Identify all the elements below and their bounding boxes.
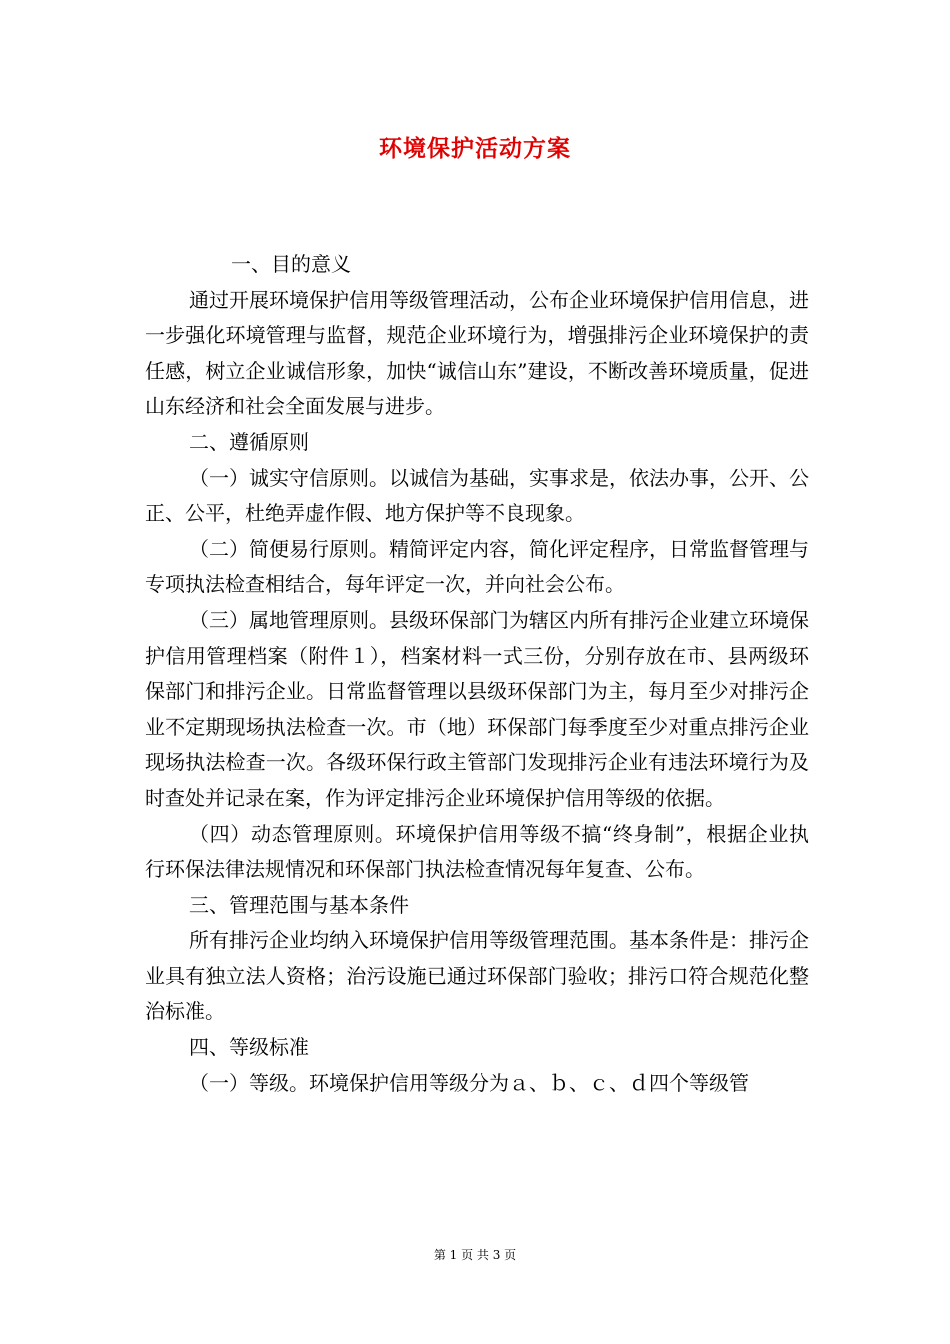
paragraph-standards-1: （一）等级。环境保护信用等级分为ａ、ｂ、ｃ、ｄ四个等级管 [189, 1070, 749, 1095]
paragraph-purpose: 通过开展环境保护信用等级管理活动，公布企业环境保护信用信息，进一步强化环境管理与监督，规范企业环境行为，增强排污企业环境保护的责任感，树立企业诚信形象，加快“诚信山东”建设，不断改善环境质量，促进山东经济和社会全面发展与进步。 [145, 287, 809, 419]
paragraph-scope: 所有排污企业均纳入环境保护信用等级管理范围。基本条件是：排污企业具有独立法人资格；治污设施已通过环保部门验收；排污口符合规范化整治标准。 [145, 928, 809, 1024]
page-footer: 第 1 页 共 3 页 [433, 1248, 517, 1262]
section-heading-scope: 三、管理范围与基本条件 [189, 892, 409, 917]
document-body [145, 247, 809, 1101]
paragraph-principle-2: （二）简便易行原则。精简评定内容，简化评定程序，日常监督管理与专项执法检查相结合，每年评定一次，并向社会公布。 [145, 536, 809, 597]
paragraph-principle-4: （四）动态管理原则。环境保护信用等级不搞“终身制”，根据企业执行环保法律法规情况和环保部门执法检查情况每年复查、公布。 [145, 821, 809, 882]
section-heading-principles: 二、遵循原则 [189, 429, 309, 454]
paragraph-principle-1: （一）诚实守信原则。以诚信为基础，实事求是，依法办事，公开、公正、公平，杜绝弄虚作假、地方保护等不良现象。 [145, 465, 809, 526]
paragraph-principle-3: （三）属地管理原则。县级环保部门为辖区内所有排污企业建立环境保护信用管理档案（附件１），档案材料一式三份，分别存放在市、县两级环保部门和排污企业。日常监督管理以县级环保部门为主，每月至少对排污企业不定期现场执法检查一次。市（地）环保部门每季度至少对重点排污企业现场执法检查一次。各级环保行政主管部门发现排污企业有违法环境行为及时查处并记录在案，作为评定排污企业环境保护信用等级的依据。 [145, 607, 809, 810]
section-heading-purpose: 一、目的意义 [231, 252, 351, 276]
document-title: 环境保护活动方案 [379, 135, 571, 162]
section-heading-standards: 四、等级标准 [189, 1035, 309, 1060]
